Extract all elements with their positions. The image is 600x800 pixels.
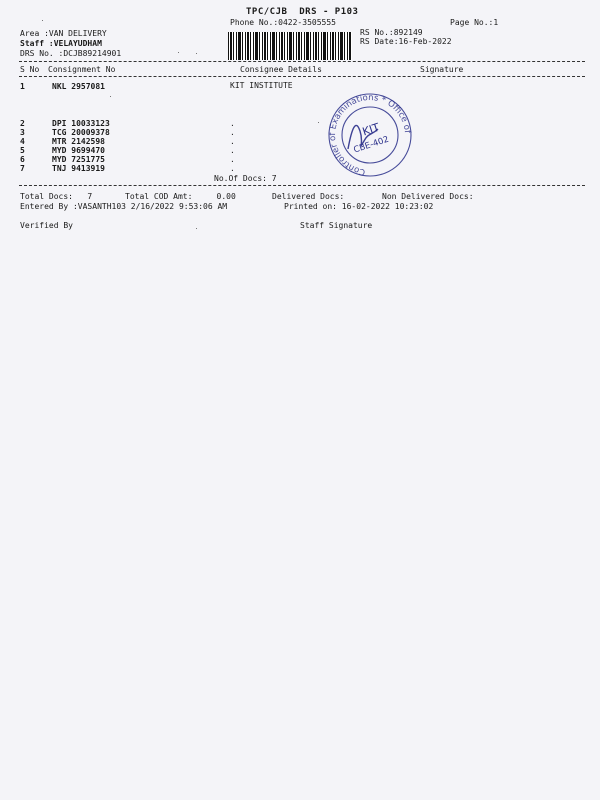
divider-bottom	[19, 185, 585, 186]
row-4-consignment: MTR 2142598	[52, 137, 105, 146]
stamp-center-top: KIT	[360, 120, 382, 139]
row-3-consignment: TCG 20009378	[52, 128, 110, 137]
entered-by: Entered By :VASANTH103 2/16/2022 9:53:06 AM	[20, 202, 228, 211]
divider-header	[19, 76, 585, 77]
staff-signature-label: Staff Signature	[300, 221, 373, 230]
col-header-consignment: Consignment No	[48, 65, 116, 74]
scan-speck	[196, 53, 197, 54]
row-4-sno: 4	[20, 137, 25, 146]
divider-top	[19, 61, 585, 62]
col-header-sno: S No	[20, 65, 40, 74]
scan-speck	[196, 228, 197, 229]
row-5-consignment: MYD 9699470	[52, 146, 105, 155]
scan-speck	[42, 20, 43, 21]
col-header-signature: Signature	[420, 65, 464, 74]
rs-date: RS Date:16-Feb-2022	[360, 37, 452, 46]
row-3-sno: 3	[20, 128, 25, 137]
printed-on: Printed on: 16-02-2022 10:23:02	[284, 202, 434, 211]
row-3-consignee: .	[230, 128, 235, 137]
scan-speck	[110, 96, 111, 97]
scan-speck	[178, 52, 179, 53]
row-5-sno: 5	[20, 146, 25, 155]
total-docs: Total Docs: 7	[20, 192, 93, 201]
row-6-sno: 6	[20, 155, 25, 164]
stamp-center-bottom: CBE-402	[352, 134, 391, 156]
scan-speck	[318, 122, 319, 123]
row-2-consignee: .	[230, 119, 235, 128]
verified-by-label: Verified By	[20, 221, 73, 230]
drs-number: DRS No. :DCJB89214901	[20, 49, 122, 58]
area-label: Area :VAN DELIVERY	[20, 29, 107, 38]
document-title: TPC/CJB DRS - P103	[246, 7, 359, 17]
page-number: Page No.:1	[450, 18, 499, 27]
total-cod-amount: Total COD Amt: 0.00	[125, 192, 236, 201]
row-7-sno: 7	[20, 164, 25, 173]
row-4-consignee: .	[230, 137, 235, 146]
row-1-sno: 1	[20, 82, 25, 91]
row-5-consignee: .	[230, 146, 235, 155]
delivered-docs: Delivered Docs:	[272, 192, 345, 201]
row-1-consignee: KIT INSTITUTE	[230, 81, 293, 90]
row-1-consignment: NKL 2957081	[52, 82, 105, 91]
col-header-consignee: Consignee Details	[240, 65, 322, 74]
office-seal-stamp	[320, 93, 420, 177]
row-2-consignment: DPI 10033123	[52, 119, 110, 128]
row-6-consignee: .	[230, 155, 235, 164]
phone-number: Phone No.:0422-3505555	[230, 18, 336, 27]
row-7-consignment: TNJ 9413919	[52, 164, 105, 173]
rs-number: RS No.:892149	[360, 28, 423, 37]
no-of-docs: No.Of Docs: 7	[214, 174, 277, 183]
barcode	[228, 32, 352, 60]
row-7-consignee: .	[230, 164, 235, 173]
staff-label: Staff :VELAYUDHAM	[20, 39, 102, 48]
stamp-ring-text: Controller of Examinations * Office of	[327, 93, 413, 177]
row-6-consignment: MYD 7251775	[52, 155, 105, 164]
row-2-sno: 2	[20, 119, 25, 128]
non-delivered-docs: Non Delivered Docs:	[382, 192, 474, 201]
